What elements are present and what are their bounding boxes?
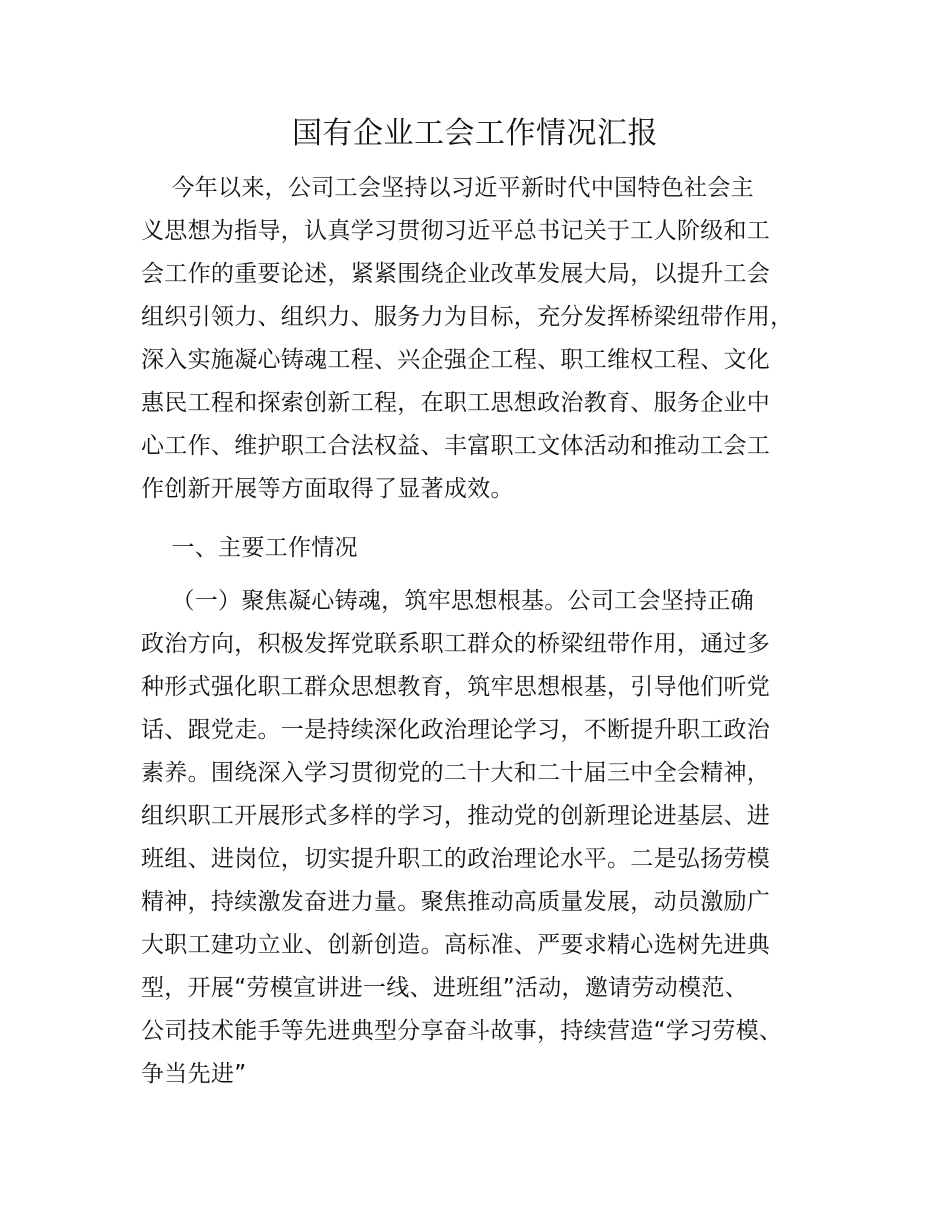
paragraph-line: 心工作、维护职工合法权益、丰富职工文体活动和推动工会工 <box>141 433 771 459</box>
paragraph-line: 精神，持续激发奋进力量。聚焦推动高质量发展，动员激励广 <box>141 889 771 915</box>
paragraph-line: 组织引领力、组织力、服务力为目标，充分发挥桥梁纽带作用， <box>141 304 794 330</box>
paragraph-line: 惠民工程和探索创新工程，在职工思想政治教育、服务企业中 <box>141 390 771 416</box>
paragraph-line: 种形式强化职工群众思想教育，筑牢思想根基，引导他们听党 <box>141 674 771 700</box>
paragraph-line: 型，开展“劳模宣讲进一线、进班组”活动，邀请劳动模范、 <box>141 975 748 1001</box>
section-1-paragraph <box>141 580 831 1096</box>
paragraph-line: 素养。围绕深入学习贯彻党的二十大和二十届三中全会精神， <box>141 760 771 786</box>
paragraph-line: 争当先进” <box>141 1061 247 1087</box>
paragraph-line: 作创新开展等方面取得了显著成效。 <box>141 476 514 502</box>
paragraph-line: 公司技术能手等先进典型分享奋斗故事，持续营造“学习劳模、 <box>141 1018 783 1044</box>
paragraph-line: 大职工建功立业、创新创造。高标准、严要求精心选树先进典 <box>141 932 771 958</box>
paragraph-line: 今年以来，公司工会坚持以习近平新时代中国特色社会主 <box>141 175 754 201</box>
paragraph-line: 义思想为指导，认真学习贯彻习近平总书记关于工人阶级和工 <box>141 218 771 244</box>
section-heading-text: 一、主要工作情况 <box>141 535 358 561</box>
section-heading <box>141 527 831 570</box>
paragraph-line: 话、跟党走。一是持续深化政治理论学习，不断提升职工政治 <box>141 717 771 743</box>
intro-paragraph <box>141 167 831 511</box>
paragraph-line: 深入实施凝心铸魂工程、兴企强企工程、职工维权工程、文化 <box>141 347 771 373</box>
paragraph-line: 会工作的重要论述，紧紧围绕企业改革发展大局，以提升工会 <box>141 261 771 287</box>
document-title: 国有企业工会工作情况汇报 <box>292 116 658 151</box>
paragraph-line: 组织职工开展形式多样的学习，推动党的创新理论进基层、进 <box>141 803 771 829</box>
paragraph-line: 政治方向，积极发挥党联系职工群众的桥梁纽带作用，通过多 <box>141 631 771 657</box>
paragraph-line: （一）聚焦凝心铸魂，筑牢思想根基。公司工会坚持正确 <box>141 588 754 614</box>
paragraph-line: 班组、进岗位，切实提升职工的政治理论水平。二是弘扬劳模 <box>141 846 771 872</box>
